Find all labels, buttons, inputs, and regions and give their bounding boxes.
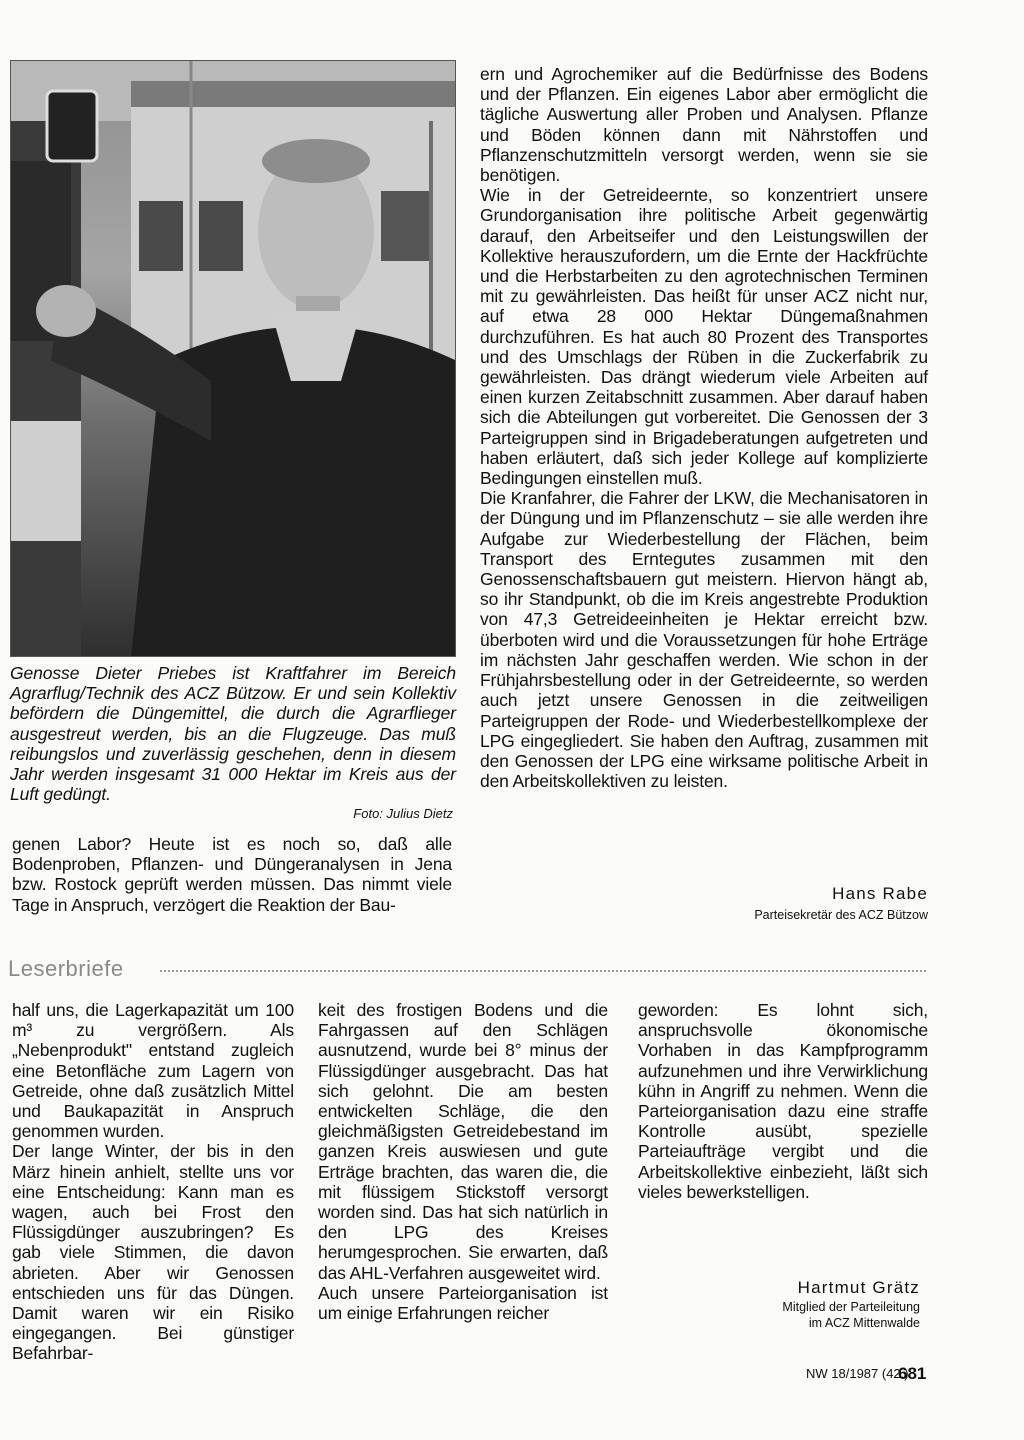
letter-author-role-line2: im ACZ Mittenwalde (808, 1316, 920, 1330)
footer-issue: NW 18/1987 (42.) (806, 1366, 909, 1381)
article-author: Hans Rabe (832, 884, 928, 903)
letter-author: Hartmut Grätz (797, 1278, 920, 1297)
letter-column-1: half uns, die Lagerkapazität um 100 m³ zu vergrößern. Als „Nebenprodukt" entstand zugleich eine Betonfläche zum Lagern von Getreide, ohne daß zusätzlich Mittel und Baukapazität in Anspruch genommen wurden. Der lange Winter, der bis in den März hinein anhielt, stellte uns vor eine Entscheidung: Kann man es wagen, auch bei Frost den Flüssigdünger auszubringen? Es gab viele Stimmen, die davon abrieten. Aber wir Genossen entschieden uns für das Düngen. Damit waren wir ein Risiko eingegangen. Bei günstiger Befahrbar- (12, 1000, 294, 1364)
photo-driver (10, 60, 456, 657)
letter-column-3: geworden: Es lohnt sich, anspruchsvolle ökonomische Vorhaben in das Kampfprogramm aufzunehmen und ihre Verwirklichung kühn in Angriff zu nehmen. Wenn die Parteiorganisation dazu eine straffe Kontrolle ausübt, spezielle Parteiaufträge vergibt und die Arbeitskollektive einbezieht, läßt sich vieles bewerkstelligen. (638, 1000, 928, 1202)
letter-column-2: keit des frostigen Bodens und die Fahrgassen auf den Schlägen ausnutzend, wurde bei 8° minus der Flüssigdünger ausgebracht. Das hat sich gelohnt. Die am besten entwickelten Schläge, die den gleichmäßigsten Getreidebestand im ganzen Kreis auswiesen und gute Erträge brachten, das waren die, die mit flüssigem Stickstoff versorgt worden sind. Das hat sich natürlich in den LPG des Kreises herumgesprochen. Sie erwarten, daß das AHL-Verfahren ausgeweitet wird. Auch unsere Parteiorganisation ist um einige Erfahrungen reicher (318, 1000, 608, 1324)
article-left-continuation: genen Labor? Heute ist es noch so, daß alle Bodenproben, Pflanzen- und Düngeranalysen in Jena bzw. Rostock geprüft werden müssen. Das nimmt viele Tage in Anspruch, verzögert die Reaktion der Bau- (12, 834, 452, 915)
letter-author-role-line1: Mitglied der Parteileitung (782, 1300, 920, 1314)
photo-credit: Foto: Julius Dietz (353, 806, 453, 821)
article-right-column: ern und Agrochemiker auf die Bedürfnisse des Bodens und der Pflanzen. Ein eigenes Labor aber ermöglicht die tägliche Auswertung aller Proben und Analysen. Pflanze und Böden können dann mit Nährstoffen und Pflanzenschutzmitteln versorgt werden, wenn sie sie benötigen. Wie in der Getreideernte, so konzentriert unsere Grundorganisation ihre politische Arbeit gegenwärtig darauf, den Arbeitseifer und den Leistungswillen der Kollektive herauszufordern, um die Ernte der Hackfrüchte und die Herbstarbeiten zu den agrotechnischen Terminen mit zu gewährleisten. Das heißt für unser ACZ nicht nur, auf etwa 28 000 Hektar Düngemaßnahmen durchzuführen. Es hat auch 80 Prozent des Transportes und des Umschlags der Rüben in die Zuckerfabrik zu gewährleisten. Das drängt wiederum viele Arbeiten auf einen kurzen Zeitabschnitt zusammen. Aber darauf haben sich die Abteilungen gut vorbereitet. Die Genossen der 3 Parteigruppen sind in Brigadeberatungen aufgetreten und haben erläutert, daß sich jeder Kollege auf komplizierte Bedingungen einstellen muß. Die Kranfahrer, die Fahrer der LKW, die Mechanisatoren in der Düngung und im Pflanzenschutz – sie alle werden ihre Aufgabe zur Wiederbestellung der Flächen, beim Transport des Erntegutes zusammen mit den Genossenschaftsbauern gut meistern. Hiervon hängt ab, so ihr Standpunkt, ob die im Kreis angestrebte Produktion von 47,3 Getreideeinheiten je Hektar erreicht bzw. überboten wird und die Voraussetzungen für hohe Erträge im nächsten Jahr geschaffen werden. Wie schon in der Frühjahrsbestellung oder in der Getreideernte, so werden auch jetzt unsere Genossen in die zeitweiligen Parteigruppen der Rode- und Wiederbestellkomplexe der LPG eingegliedert. Sie haben den Auftrag, zusammen mit den Genossen der LPG eine wirksame politische Arbeit in den Arbeitskollektiven zu leisten. (480, 64, 928, 792)
section-title: Leserbriefe (8, 956, 124, 981)
photo-illustration (11, 61, 456, 657)
footer-page-number: 681 (898, 1364, 927, 1383)
photo-caption: Genosse Dieter Priebes ist Kraftfahrer im Bereich Agrarflug/Technik des ACZ Bützow. Er und sein Kollektiv befördern die Düngemittel, die durch die Agrarflieger ausgestreut werden, bis an die Flugzeuge. Das muß reibungslos und zuverlässig geschehen, denn in diesem Jahr werden insgesamt 31 000 Hektar im Kreis aus der Luft gedüngt. (10, 663, 456, 805)
section-divider (160, 970, 926, 973)
article-author-role: Parteisekretär des ACZ Bützow (754, 908, 928, 922)
